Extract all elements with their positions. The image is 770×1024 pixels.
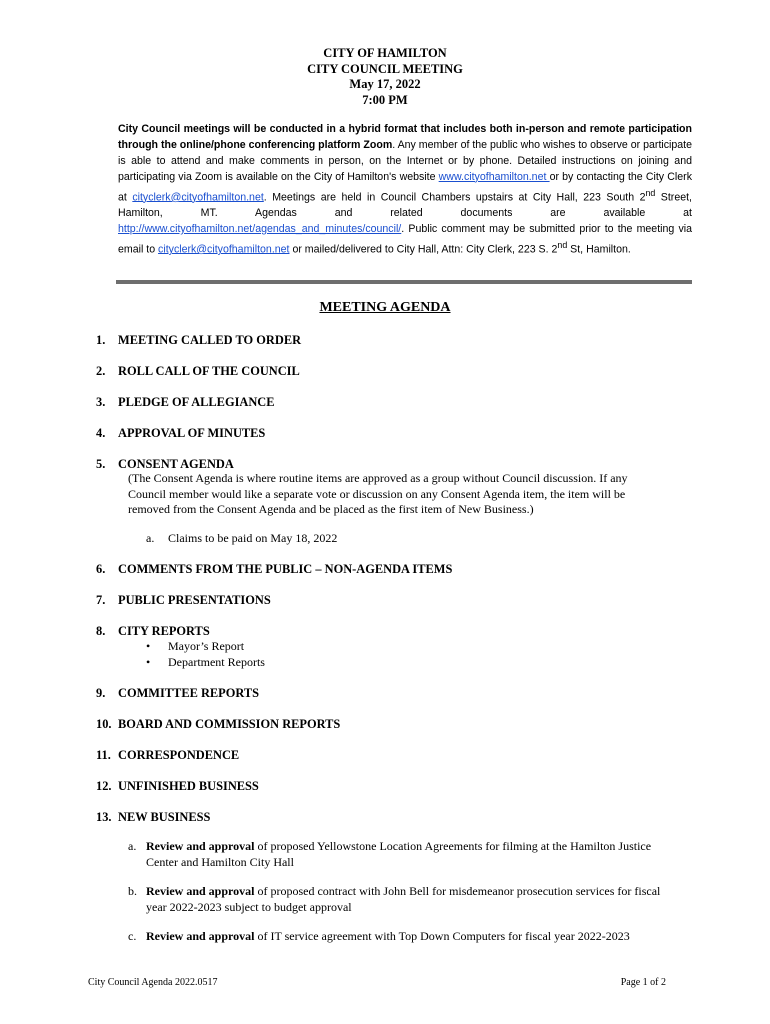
intro-paragraph [118,122,692,258]
header-time: 7:00 PM [362,92,408,107]
subitem-letter: c. [128,929,137,943]
agenda-item [96,593,271,608]
item-label: MEETING CALLED TO ORDER [118,333,302,347]
agenda-item [96,364,300,379]
email-link-2[interactable]: cityclerk@cityofhamilton.net [158,243,290,256]
superscript: nd [645,187,656,198]
item-number: 9. [96,686,106,700]
new-business-item [128,929,688,945]
intro-text: . Public comment may be submitted prior to the meeting via email to [118,222,692,256]
item-label: PLEDGE OF ALLEGIANCE [118,395,275,409]
intro-text: Street, Hamilton, MT. Agendas and related documents are available at [118,191,692,220]
agenda-item [96,810,210,825]
bullet-icon: • [146,655,151,669]
item-label: CITY REPORTS [118,624,210,638]
item-number: 11. [96,748,111,762]
agenda-title: MEETING AGENDA [319,300,451,315]
subitem-letter: b. [128,884,137,898]
item-number: 2. [96,364,106,378]
item-number: 3. [96,395,106,409]
subitem-letter: a. [128,839,137,853]
item-label: CONSENT AGENDA [118,457,234,471]
intro-text: St, Hamilton. [567,243,631,256]
subitem-continuation: year 2022-2023 subject to budget approval [146,899,352,914]
subitem-letter: a. [146,531,155,545]
subitem-bold: Review and approval [146,839,255,853]
item-label: UNFINISHED BUSINESS [118,779,259,793]
item-label: BOARD AND COMMISSION REPORTS [118,717,341,731]
footer-page-number: Page 1 of 2 [620,977,666,988]
agenda-item [96,333,301,348]
agenda-item [96,686,259,701]
website-link[interactable]: www.cityofhamilton.net [438,170,550,183]
agendas-link[interactable]: http://www.cityofhamilton.net/agendas_and_minutes/council/ [118,222,402,235]
item-number: 4. [96,426,106,440]
report-bullet [146,655,265,670]
email-link[interactable]: cityclerk@cityofhamilton.net [132,191,264,204]
agenda-item [96,779,259,794]
item-label: ROLL CALL OF THE COUNCIL [118,364,300,378]
bullet-icon: • [146,639,151,653]
agenda-item [96,457,234,472]
superscript: nd [557,239,568,250]
subitem-text: Claims to be paid on May 18, 2022 [168,531,338,545]
subitem-text: of proposed contract with John Bell for misdemeanor prosecution services for fiscal [254,884,661,898]
intro-text: or mailed/delivered to City Hall, Attn: City Clerk, 223 S. 2 [289,243,558,256]
item-number: 12. [96,779,112,793]
intro-text: . Any member of the public who wishes to observe or participate is able to attend and make comments in person, on the Internet or by phone. Detailed instructions on joining and participating via Zoom is available on the City of Hamilton's website [118,138,693,183]
intro-text: . Meetings are held in Council Chambers upstairs at City Hall, 223 South 2 [263,191,646,204]
consent-description: (The Consent Agenda is where routine items are approved as a group without Council discussion. If any Council member would like a separate vote or discussion on any Consent Agenda item, the item will be removed from the Consent Agenda and be placed as the first item of New Business.) [128,471,628,516]
horizontal-rule [116,280,692,284]
agenda-item [96,395,275,410]
agenda-item [96,562,452,577]
subitem-bold: Review and approval [146,884,255,898]
item-label: COMMENTS FROM THE PUBLIC – NON-AGENDA ITEMS [118,562,453,576]
item-label: NEW BUSINESS [118,810,211,824]
agenda-item [96,717,340,732]
new-business-item [128,884,688,915]
header-date: May 17, 2022 [349,77,421,91]
item-number: 6. [96,562,106,576]
item-number: 5. [96,457,106,471]
new-business-item [128,839,688,870]
item-label: APPROVAL OF MINUTES [118,426,266,440]
item-label: PUBLIC PRESENTATIONS [118,593,271,607]
item-number: 8. [96,624,106,638]
agenda-item [96,748,239,763]
subitem-continuation: Center and Hamilton City Hall [146,854,294,869]
item-number: 7. [96,593,106,607]
subitem-text: of proposed Yellowstone Location Agreements for filming at the Hamilton Justice [254,839,652,853]
report-bullet [146,639,244,654]
header-city: CITY OF HAMILTON [323,46,447,60]
item-label: COMMITTEE REPORTS [118,686,260,700]
footer-document-id: City Council Agenda 2022.0517 [88,977,218,988]
intro-text: or by contacting the City Clerk at [118,170,692,204]
header-meeting: CITY COUNCIL MEETING [307,61,463,76]
document-header [0,46,770,108]
consent-subitem [146,531,337,546]
bullet-text: Mayor’s Report [168,639,245,653]
bullet-text: Department Reports [168,655,265,669]
item-label: CORRESPONDENCE [118,748,240,762]
subitem-text: of IT service agreement with Top Down Computers for fiscal year 2022-2023 [254,929,630,943]
agenda-item [96,426,265,441]
item-number: 10. [96,717,112,731]
item-number: 13. [96,810,112,824]
subitem-bold: Review and approval [146,929,255,943]
agenda-item [96,624,210,639]
intro-bold: City Council meetings will be conducted in a hybrid format that includes both in-person and remote participation through the online/phone conferencing platform Zoom [118,123,692,151]
item-number: 1. [96,333,106,347]
